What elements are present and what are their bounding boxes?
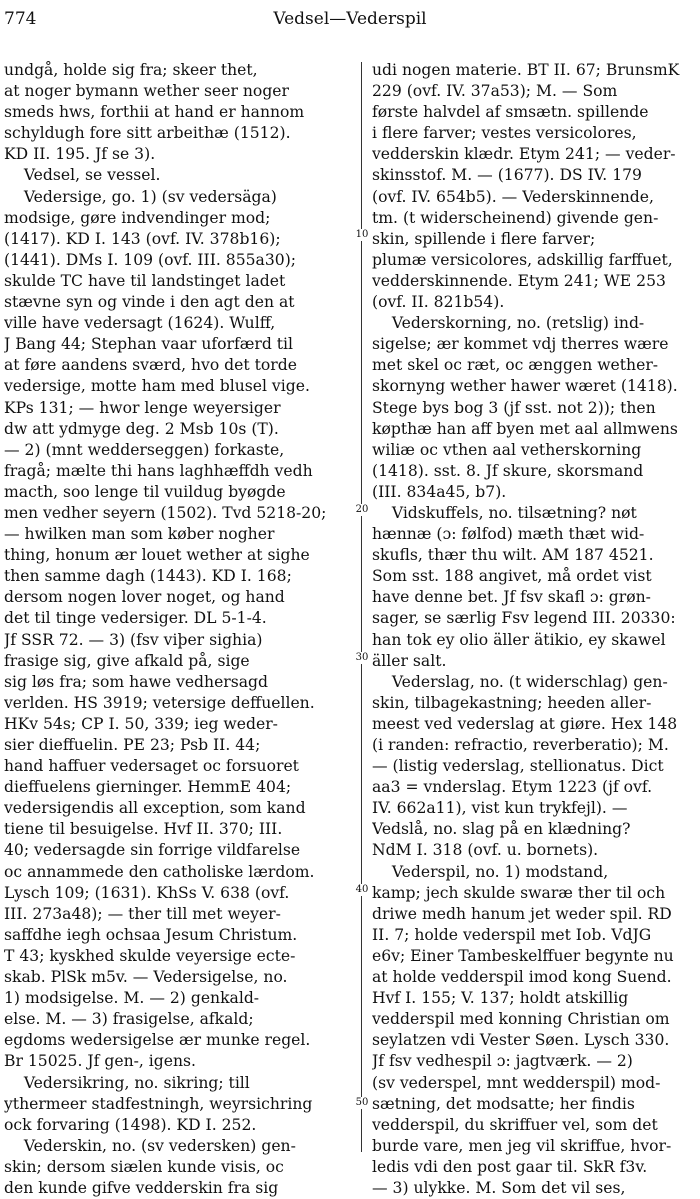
text-line: ythermeer stadfestningh, weyrsichring bbox=[4, 1094, 313, 1113]
text-line: ock forvaring (1498). KD I. 252. bbox=[4, 1115, 257, 1134]
line-number-50: 50 bbox=[355, 1097, 369, 1108]
text-line: fragå; mælte thi hans laghhæffdh vedh bbox=[4, 461, 313, 480]
text-line: Som sst. 188 angivet, må ordet vist bbox=[372, 567, 652, 586]
text-line: saffdhe iegh ochsaa Jesum Christum. bbox=[4, 925, 298, 944]
text-line: ville have vedersagt (1624). Wulff, bbox=[4, 314, 276, 333]
text-line: IV. 662a11), vist kun trykfejl). — bbox=[372, 799, 628, 818]
line-number-40: 40 bbox=[355, 884, 369, 895]
text-line: at noger bymann wether seer noger bbox=[4, 82, 289, 101]
text-line: vedderspil, du skriffuer vel, som det bbox=[372, 1115, 658, 1134]
text-line: vedderskinnende. Etym 241; WE 253 bbox=[372, 271, 666, 290]
text-line: modsige, gøre indvendinger mod; bbox=[4, 208, 271, 227]
text-line: have denne bet. Jf fsv skafl ɔ: grøn- bbox=[372, 588, 651, 607]
text-line: macth, soo lenge til vuildug byøgde bbox=[4, 482, 286, 501]
text-line: driwe medh hanum jet weder spil. RD bbox=[372, 904, 672, 923]
text-line: (i randen: refractio, reverberatio); M. bbox=[372, 736, 669, 754]
text-line: (1418). sst. 8. Jf skure, skorsmand bbox=[372, 461, 644, 480]
text-line: Vederskin, no. (sv vedersken) gen- bbox=[4, 1136, 296, 1155]
text-line: skin; dersom siælen kunde visis, oc bbox=[4, 1157, 284, 1176]
text-line: oc annammede den catholiske lærdom. bbox=[4, 862, 315, 881]
text-line: ledis vdi den post gaar til. SkR f3v. bbox=[372, 1157, 648, 1176]
line-number-30: 30 bbox=[355, 652, 369, 663]
text-line: — (listig vederslag, stellionatus. Dict bbox=[372, 757, 664, 776]
line-number-10: 10 bbox=[355, 229, 369, 240]
text-line: køpthæ han aff byen met aal allmwens bbox=[372, 419, 678, 438]
text-line: skornyng wether hawer wæret (1418). bbox=[372, 377, 678, 396]
text-line: Vedslå, no. slag på en klædning? bbox=[372, 820, 631, 839]
text-line: thing, honum ær louet wether at sighe bbox=[4, 546, 310, 565]
text-line: kamp; jech skulde swaræ ther til och bbox=[372, 883, 666, 902]
text-line: Hvf I. 155; V. 137; holdt atskillig bbox=[372, 989, 629, 1008]
text-line: Lysch 109; (1631). KhSs V. 638 (ovf. bbox=[4, 883, 290, 902]
text-line: Stege bys bog 3 (jf sst. not 2)); then bbox=[372, 398, 656, 417]
text-line: plumæ versicolores, adskillig farffuet, bbox=[372, 250, 673, 269]
text-line: undgå, holde sig fra; skeer thet, bbox=[4, 61, 258, 79]
page-header bbox=[0, 0, 700, 38]
text-line: (ovf. II. 821b54). bbox=[372, 293, 505, 312]
text-line: tiene til besuigelse. Hvf II. 370; III. bbox=[4, 820, 283, 839]
text-line: äller salt. bbox=[372, 651, 447, 670]
text-line: skab. PlSk m5v. — Vedersigelse, no. bbox=[4, 968, 288, 987]
text-line: Br 15025. Jf gen-, igens. bbox=[4, 1052, 197, 1071]
text-line: verlden. HS 3919; vetersige deffuellen. bbox=[4, 693, 315, 712]
text-line: Jf SSR 72. — 3) (fsv viþer sighia) bbox=[4, 630, 263, 649]
text-line: — 2) (mnt wedderseggen) forkaste, bbox=[4, 440, 285, 459]
text-line: Vedersikring, no. sikring; till bbox=[4, 1073, 250, 1092]
text-line: vedderspil med konning Christian om bbox=[372, 1010, 670, 1029]
text-line: vedersige, motte ham med blusel vige. bbox=[4, 377, 310, 396]
text-line: (III. 834a45, b7). bbox=[372, 482, 507, 501]
text-line: at holde vedderspil imod kong Suend. bbox=[372, 968, 672, 987]
text-line: sier dieffuelin. PE 23; Psb II. 44; bbox=[4, 736, 261, 754]
text-line: Vederskorning, no. (retslig) ind- bbox=[372, 314, 645, 333]
text-line: 40; vedersagde sin forrige vildfarelse bbox=[4, 841, 301, 860]
text-line: J Bang 44; Stephan vaar uforfærd til bbox=[4, 335, 294, 354]
text-line: (sv vederspel, mnt wedderspil) mod- bbox=[372, 1073, 661, 1092]
text-line: 1) modsigelse. M. — 2) genkald- bbox=[4, 989, 260, 1008]
text-line: seylatzen vdi Vester Søen. Lysch 330. bbox=[372, 1031, 670, 1050]
text-line: e6v; Einer Tambeskelffuer begynte nu bbox=[372, 946, 674, 965]
text-line: sig løs fra; som hawe vedhersagd bbox=[4, 672, 269, 691]
text-line: tm. (t widerscheinend) givende gen- bbox=[372, 208, 659, 227]
text-line: else. M. — 3) frasigelse, afkald; bbox=[4, 1010, 254, 1029]
text-line: frasige sig, give afkald på, sige bbox=[4, 651, 250, 670]
text-line: Vederslag, no. (t widerschlag) gen- bbox=[372, 672, 668, 691]
text-line: smeds hws, forthii at hand er hannom bbox=[4, 103, 305, 122]
text-line: stævne syn og vinde i den agt den at bbox=[4, 293, 295, 312]
running-head-title: Vedsel—Vederspil bbox=[273, 9, 427, 29]
text-line: 229 (ovf. IV. 37a53); M. — Som bbox=[372, 82, 618, 101]
text-line: dersom nogen lover noget, og hand bbox=[4, 588, 285, 607]
left-column bbox=[4, 60, 352, 1199]
text-line: meest ved vederslag at giøre. Hex 148 bbox=[372, 714, 678, 733]
text-line: hænnæ (ɔ: følfod) mæth thæt wid- bbox=[372, 525, 645, 544]
text-line: aa3 = vnderslag. Etym 1223 (jf ovf. bbox=[372, 778, 653, 797]
text-line: II. 7; holde vederspil met Iob. VdJG bbox=[372, 925, 652, 944]
text-line: — 3) ulykke. M. Som det vil ses, bbox=[372, 1178, 626, 1197]
text-line: HKv 54s; CP I. 50, 339; ieg weder- bbox=[4, 714, 278, 733]
column-divider bbox=[361, 62, 362, 1152]
text-line: vedersigendis all exception, som kand bbox=[4, 799, 306, 818]
text-line: Jf fsv vedhespil ɔ: jagtværk. — 2) bbox=[372, 1052, 633, 1071]
text-line: sager, se særlig Fsv legend III. 20330: bbox=[372, 609, 676, 628]
text-line: — hwilken man som køber nogher bbox=[4, 525, 275, 544]
text-line: skin, spillende i flere farver; bbox=[372, 229, 596, 248]
page-number: 774 bbox=[4, 9, 37, 29]
text-line: Vidskuffels, no. tilsætning? nøt bbox=[372, 503, 637, 522]
text-line: (ovf. IV. 654b5). — Vederskinnende, bbox=[372, 187, 654, 206]
text-line: (1441). DMs I. 109 (ovf. III. 855a30); bbox=[4, 250, 297, 269]
line-number-20: 20 bbox=[355, 504, 369, 515]
text-line: hand haffuer vedersaget oc forsuoret bbox=[4, 757, 299, 776]
text-line: sigelse; ær kommet vdj therres wære bbox=[372, 335, 669, 354]
text-line: III. 273a48); — ther till met weyer- bbox=[4, 904, 281, 923]
text-line: met skel oc ræt, oc ænggen wether- bbox=[372, 356, 659, 375]
text-line: skulde TC have til landstinget ladet bbox=[4, 271, 286, 290]
text-line: skufls, thær thu wilt. AM 187 4521. bbox=[372, 546, 654, 565]
text-line: vedderskin klædr. Etym 241; — veder- bbox=[372, 145, 676, 164]
text-line: første halvdel af smsætn. spillende bbox=[372, 103, 649, 122]
text-line: skin, tilbagekastning; heeden aller- bbox=[372, 693, 652, 712]
text-line: burde vare, men jeg vil skriffue, hvor- bbox=[372, 1136, 672, 1155]
text-line: KD II. 195. Jf se 3). bbox=[4, 145, 156, 164]
text-line: KPs 131; — hwor lenge weyersiger bbox=[4, 398, 281, 417]
text-line: skinsstof. M. — (1677). DS IV. 179 bbox=[372, 166, 642, 185]
text-line: NdM I. 318 (ovf. u. bornets). bbox=[372, 841, 599, 860]
text-line: wiliæ oc vthen aal vetherskorning bbox=[372, 440, 642, 459]
text-line: egdoms wedersigelse ær munke regel. bbox=[4, 1031, 311, 1050]
text-line: (1417). KD I. 143 (ovf. IV. 378b16); bbox=[4, 229, 281, 248]
text-line: men vedher seyern (1502). Tvd 5218-20; bbox=[4, 503, 327, 522]
text-line: Vedersige, go. 1) (sv vedersäga) bbox=[4, 187, 277, 206]
text-line: Vedsel, se vessel. bbox=[4, 166, 161, 185]
text-line: han tok ey olio äller ätikio, ey skawel bbox=[372, 630, 666, 649]
text-line: Vederspil, no. 1) modstand, bbox=[372, 862, 609, 881]
text-line: schyldugh fore sitt arbeithæ (1512). bbox=[4, 124, 291, 143]
text-line: udi nogen materie. BT II. 67; BrunsmK bbox=[372, 61, 680, 79]
text-line: sætning, det modsatte; her findis bbox=[372, 1094, 635, 1113]
text-line: den kunde gifve vedderskin fra sig bbox=[4, 1178, 279, 1197]
right-column bbox=[372, 60, 694, 1199]
text-line: dieffuelens gierninger. HemmE 404; bbox=[4, 778, 292, 797]
text-line: T 43; kyskhed skulde veyersige ecte- bbox=[4, 946, 296, 965]
text-line: det til tinge vedersiger. DL 5-1-4. bbox=[4, 609, 267, 628]
text-line: at føre aandens sværd, hvo det torde bbox=[4, 356, 297, 375]
text-line: dw att ydmyge deg. 2 Msb 10s (T). bbox=[4, 419, 279, 438]
text-line: then samme dagh (1443). KD I. 168; bbox=[4, 567, 292, 586]
text-line: i flere farver; vestes versicolores, bbox=[372, 124, 637, 143]
